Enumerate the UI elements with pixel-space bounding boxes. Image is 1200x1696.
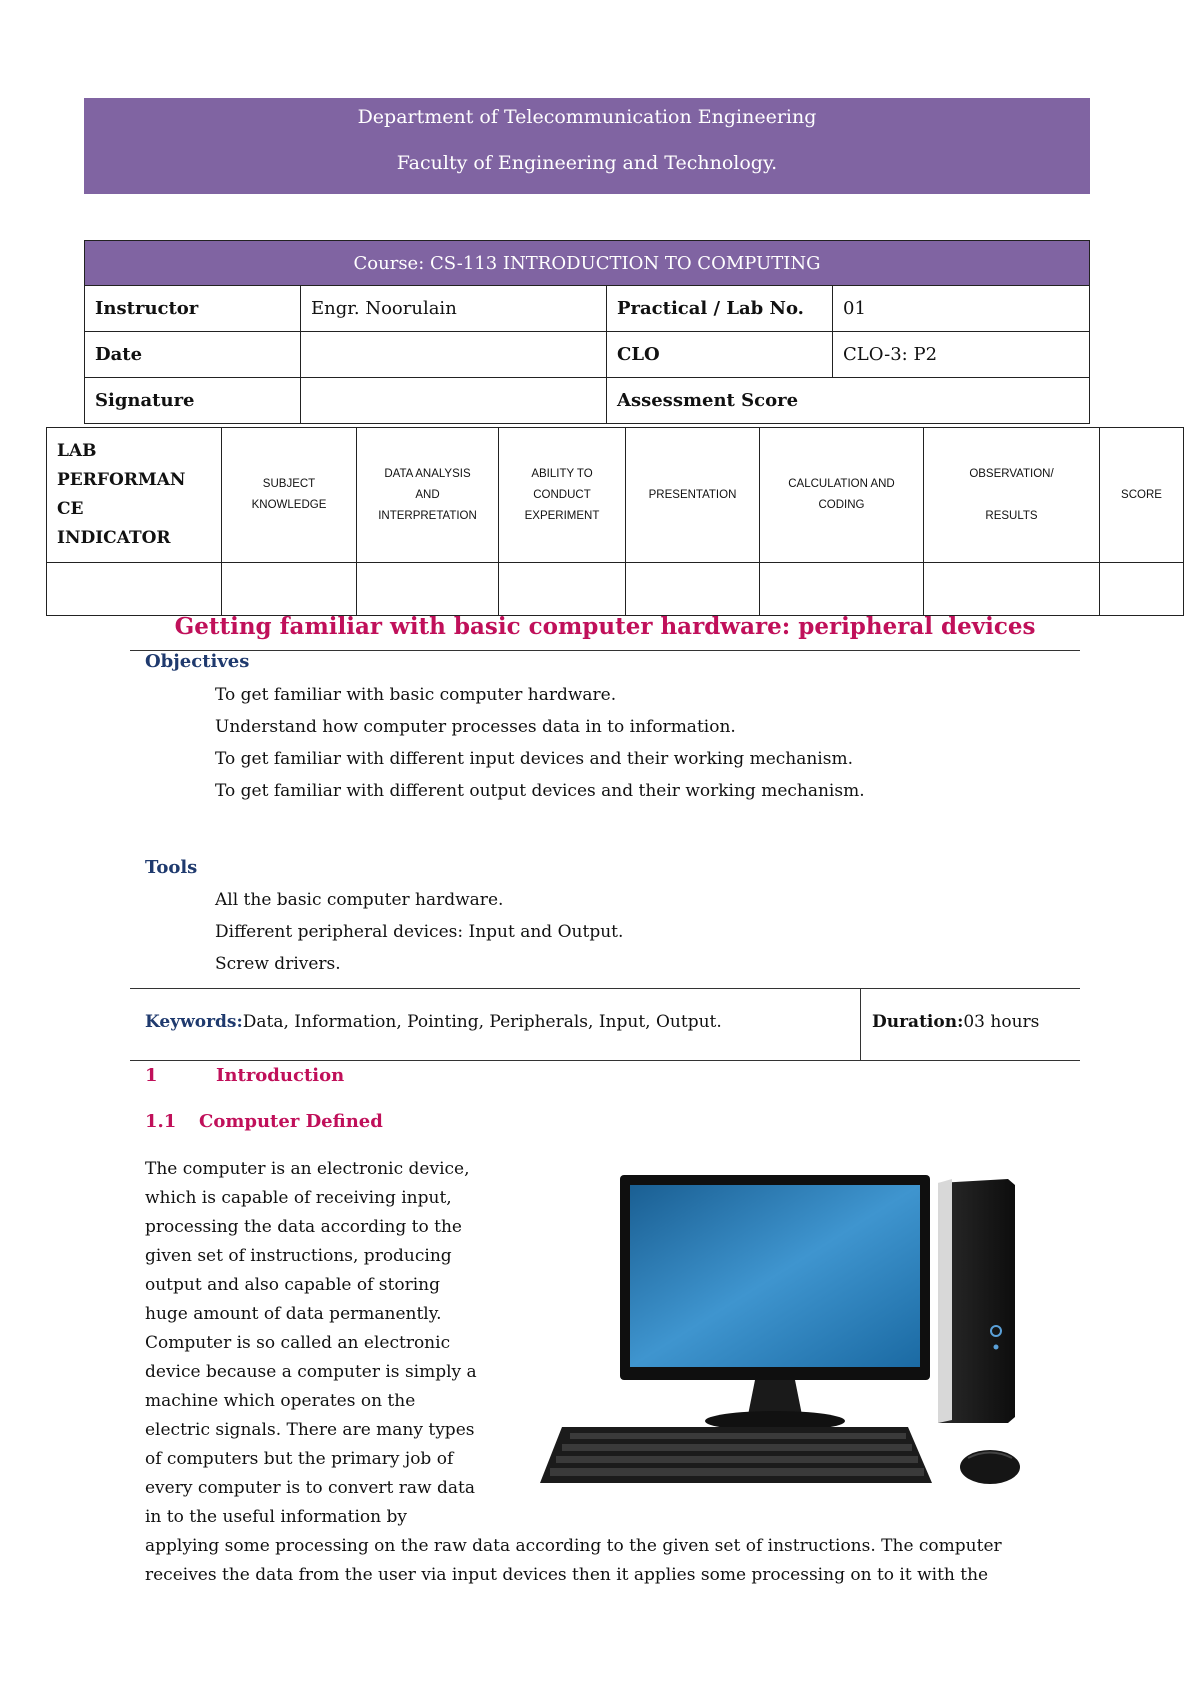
blank-cell — [222, 563, 357, 616]
course-title: Course: CS-113 INTRODUCTION TO COMPUTING — [85, 241, 1090, 286]
duration-line — [872, 1012, 1039, 1032]
col-data-analysis: DATA ANALYSIS AND INTERPRETATION — [357, 428, 499, 563]
title-rule — [130, 650, 1080, 651]
duration-value: 03 hours — [963, 1012, 1040, 1032]
col-subject-knowledge: SUBJECT KNOWLEDGE — [222, 428, 357, 563]
blank-cell — [1100, 563, 1184, 616]
col-score: SCORE — [1100, 428, 1184, 563]
subsection-title: Computer Defined — [199, 1111, 383, 1132]
list-item: To get familiar with different output devices and their working mechanism. — [215, 781, 865, 801]
department-banner — [84, 98, 1090, 194]
keywords-label: Keywords: — [145, 1012, 243, 1032]
body-line: receives the data from the user via input devices then it applies some processing on to it with the — [145, 1565, 989, 1585]
tools-heading: Tools — [145, 857, 198, 878]
signature-label: Signature — [85, 378, 301, 424]
list-item: Understand how computer processes data in to information. — [215, 717, 736, 737]
assessment-score-label: Assessment Score — [607, 378, 1090, 424]
clo-value: CLO-3: P2 — [833, 332, 1090, 378]
course-info-table — [84, 240, 1090, 424]
col-presentation: PRESENTATION — [626, 428, 760, 563]
keywords-bottom-rule — [130, 1060, 1080, 1061]
date-label: Date — [85, 332, 301, 378]
performance-table — [46, 427, 1184, 616]
blank-cell — [924, 563, 1100, 616]
col-ability-to-conduct: ABILITY TO CONDUCT EXPERIMENT — [499, 428, 626, 563]
section-number: 1 — [145, 1065, 158, 1086]
department-name: Department of Telecommunication Engineering — [357, 106, 817, 128]
lab-title: Getting familiar with basic computer hardware: peripheral devices — [174, 613, 1036, 640]
desktop-computer-image — [540, 1165, 1050, 1495]
list-item: To get familiar with different input devices and their working mechanism. — [215, 749, 853, 769]
clo-label: CLO — [607, 332, 833, 378]
blank-cell — [357, 563, 499, 616]
intro-paragraph: The computer is an electronic device, which is capable of receiving input, processing the data according to the given set of instructions, producing output and also capable of storing huge amount of data permanently. Computer is so called an electronic device because a computer is simply a machine which operates on the electric signals. There are many types of computers but the primary job of every computer is to convert raw data in to the useful information by — [145, 1159, 477, 1527]
list-item: To get familiar with basic computer hardware. — [215, 685, 617, 705]
col-calculation-coding: CALCULATION AND CODING — [760, 428, 924, 563]
col-observation-results: OBSERVATION/ RESULTS — [924, 428, 1100, 563]
instructor-value: Engr. Noorulain — [301, 286, 607, 332]
lab-no-value: 01 — [833, 286, 1090, 332]
section-title: Introduction — [216, 1065, 345, 1086]
blank-cell — [47, 563, 222, 616]
performance-indicator-label: LAB PERFORMAN CE INDICATOR — [47, 428, 222, 563]
objectives-heading: Objectives — [145, 651, 250, 672]
keywords-divider — [860, 988, 861, 1060]
blank-cell — [760, 563, 924, 616]
keywords-line — [145, 1012, 722, 1032]
blank-cell — [499, 563, 626, 616]
date-value — [301, 332, 607, 378]
list-item: Screw drivers. — [215, 954, 341, 974]
blank-cell — [626, 563, 760, 616]
subsection-number: 1.1 — [145, 1111, 177, 1132]
body-line: applying some processing on the raw data according to the given set of instructions. The computer — [145, 1536, 1002, 1556]
lab-no-label: Practical / Lab No. — [607, 286, 833, 332]
list-item: All the basic computer hardware. — [215, 890, 504, 910]
keywords-top-rule — [130, 988, 1080, 989]
instructor-label: Instructor — [85, 286, 301, 332]
signature-value — [301, 378, 607, 424]
duration-label: Duration: — [872, 1012, 964, 1032]
keywords-value: Data, Information, Pointing, Peripherals, Input, Output. — [242, 1012, 722, 1032]
faculty-name: Faculty of Engineering and Technology. — [396, 152, 778, 174]
list-item: Different peripheral devices: Input and Output. — [215, 922, 624, 942]
